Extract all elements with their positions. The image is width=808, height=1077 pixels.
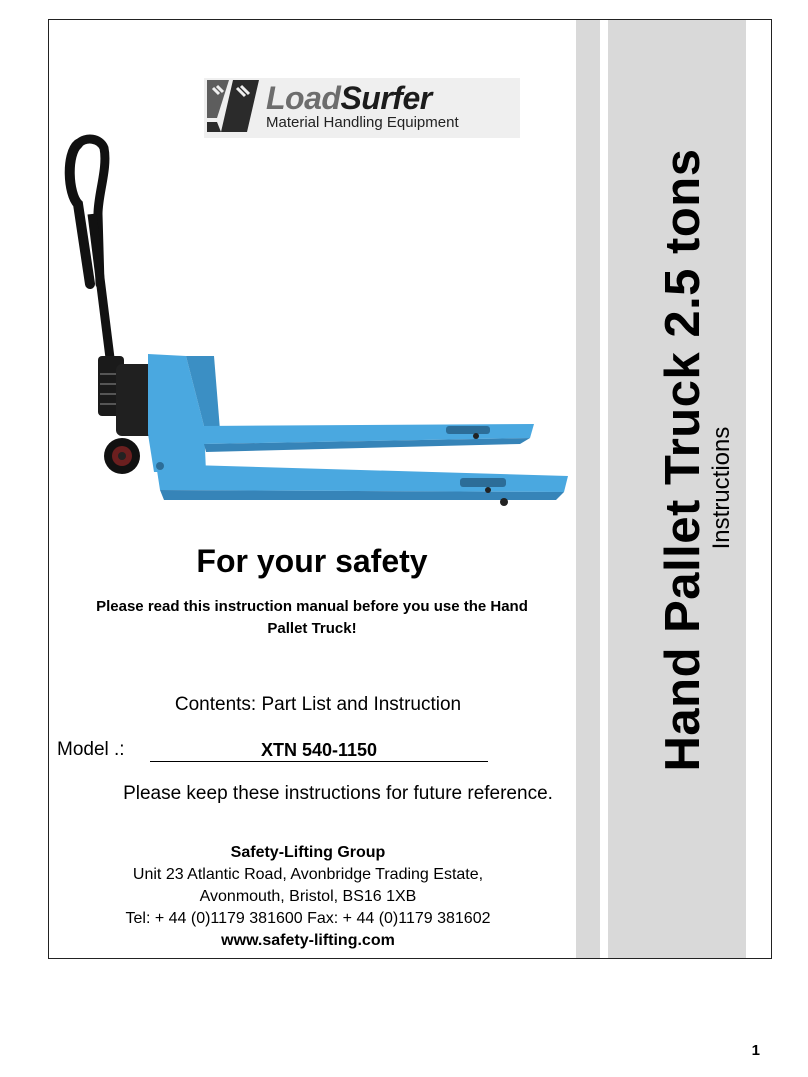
company-address-line-2: Avonmouth, Bristol, BS16 1XB [199,888,417,905]
side-subtitle: Instructions [708,426,735,550]
logo-chain-icon [207,78,261,134]
logo-word-load: Load [266,80,341,116]
contents-line: Contents: Part List and Instruction [174,694,462,715]
safety-notice-line-2: Pallet Truck! [267,620,357,637]
logo-tagline: Material Handling Equipment [266,114,459,131]
safety-notice-line-1: Please read this instruction manual before you use the Hand [96,598,528,615]
company-website-link[interactable]: www.safety-lifting.com [221,932,395,949]
model-label: Model .: [57,739,125,760]
pallet-truck-image [64,134,574,514]
company-phone-fax: Tel: + 44 (0)1179 381600 Fax: + 44 (0)1179 381602 [125,910,491,927]
page-number: 1 [751,1042,760,1059]
loadsurfer-logo [204,78,520,138]
keep-instructions-note: Please keep these instructions for future reference. [123,783,553,804]
company-block [48,842,568,952]
logo-wordmark [266,80,432,117]
model-number: XTN 540-1150 [150,739,488,762]
company-address-line-1: Unit 23 Atlantic Road, Avonbridge Trading Estate, [132,866,484,883]
safety-notice [48,596,576,640]
side-title: Hand Pallet Truck 2.5 tons [656,148,710,772]
side-band-divider [600,20,608,958]
company-name: Safety-Lifting Group [230,844,386,861]
logo-word-surfer: Surfer [340,80,432,116]
safety-heading: For your safety [196,543,428,579]
